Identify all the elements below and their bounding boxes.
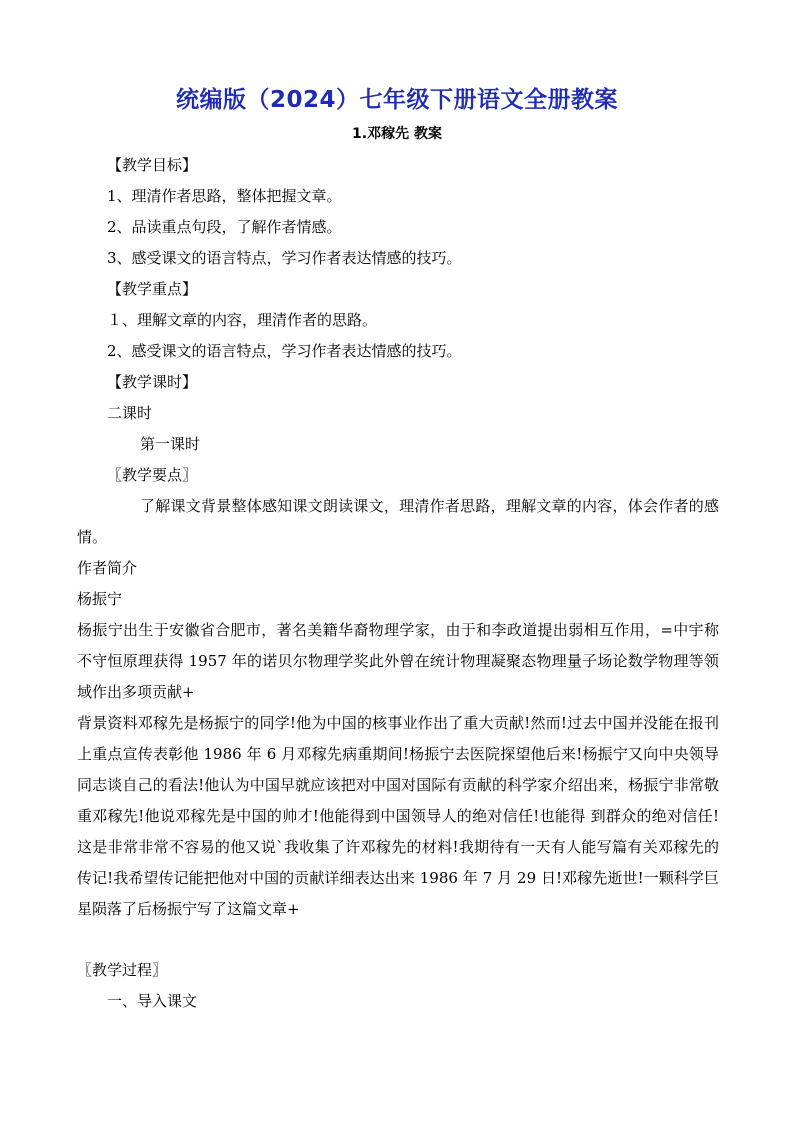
- process-step: 一、导入课文: [107, 992, 198, 1010]
- first-lesson-label: 第一课时: [140, 435, 201, 453]
- goal-item: 1、理清作者思路，整体把握文章。: [107, 187, 342, 205]
- goal-item: 3、感受课文的语言特点，学习作者表达情感的技巧。: [107, 249, 462, 267]
- key-point-item: １、理解文章的内容，理清作者的思路。: [107, 311, 378, 329]
- key-point-item: 2、感受课文的语言特点，学习作者表达情感的技巧。: [107, 342, 462, 360]
- main-points-heading: 〖教学要点〗: [107, 466, 198, 484]
- author-name: 杨振宁: [77, 590, 123, 608]
- hours-heading: 【教学课时】: [107, 373, 198, 391]
- blank-line: [77, 925, 719, 955]
- background-paragraph: 背景资料邓稼先是杨振宁的同学!他为中国的核事业作出了重大贡献!然而!过去中国并没能在报刊上重点宣传表彰他 1986 年 6 月邓稼先病重期间!杨振宁去医院探望他后来!杨振宁又向中央领导同志谈自己的看法!他认为中国早就应该把对中国对国际有贡献的科学家介绍出来，杨振宁非常敬重邓稼先!他说邓稼先是中国的帅才!他能得到中国领导人的绝对信任!也能得 到群众的绝对信任!这是非常非常不容易的他又说`我收集了许邓稼先的材料!我期待有一天有人能写篇有关邓稼先的传记!我希望传记能把他对中国的贡献详细表达出来 1986 年 7 月 29 日!邓稼先逝世!一颗科学巨星陨落了后杨振宁写了这篇文章+: [77, 714, 719, 918]
- process-heading: 〖教学过程〗: [77, 961, 168, 979]
- document-title: 统编版（2024）七年级下册语文全册教案: [175, 87, 618, 113]
- key-points-heading: 【教学重点】: [107, 280, 198, 298]
- author-bio: 杨振宁出生于安徽省合肥市，著名美籍华裔物理学家，由于和李政道提出弱相互作用，=中宇称不守恒原理获得 1957 年的诺贝尔物理学奖此外曾在统计物理凝聚态物理量子场论数学物理等领域作出多项贡献+: [77, 621, 719, 701]
- goal-item: 2、品读重点句段，了解作者情感。: [107, 218, 342, 236]
- document-body: [77, 150, 719, 1017]
- main-points-text: 了解课文背景整体感知课文朗读课文，理清作者思路，理解文章的内容，体会作者的感情。: [77, 497, 719, 546]
- goals-heading: 【教学目标】: [107, 156, 198, 174]
- hours-value: 二课时: [107, 404, 153, 422]
- author-heading: 作者简介: [77, 559, 138, 577]
- lesson-subtitle: 1.邓稼先 教案: [352, 126, 442, 142]
